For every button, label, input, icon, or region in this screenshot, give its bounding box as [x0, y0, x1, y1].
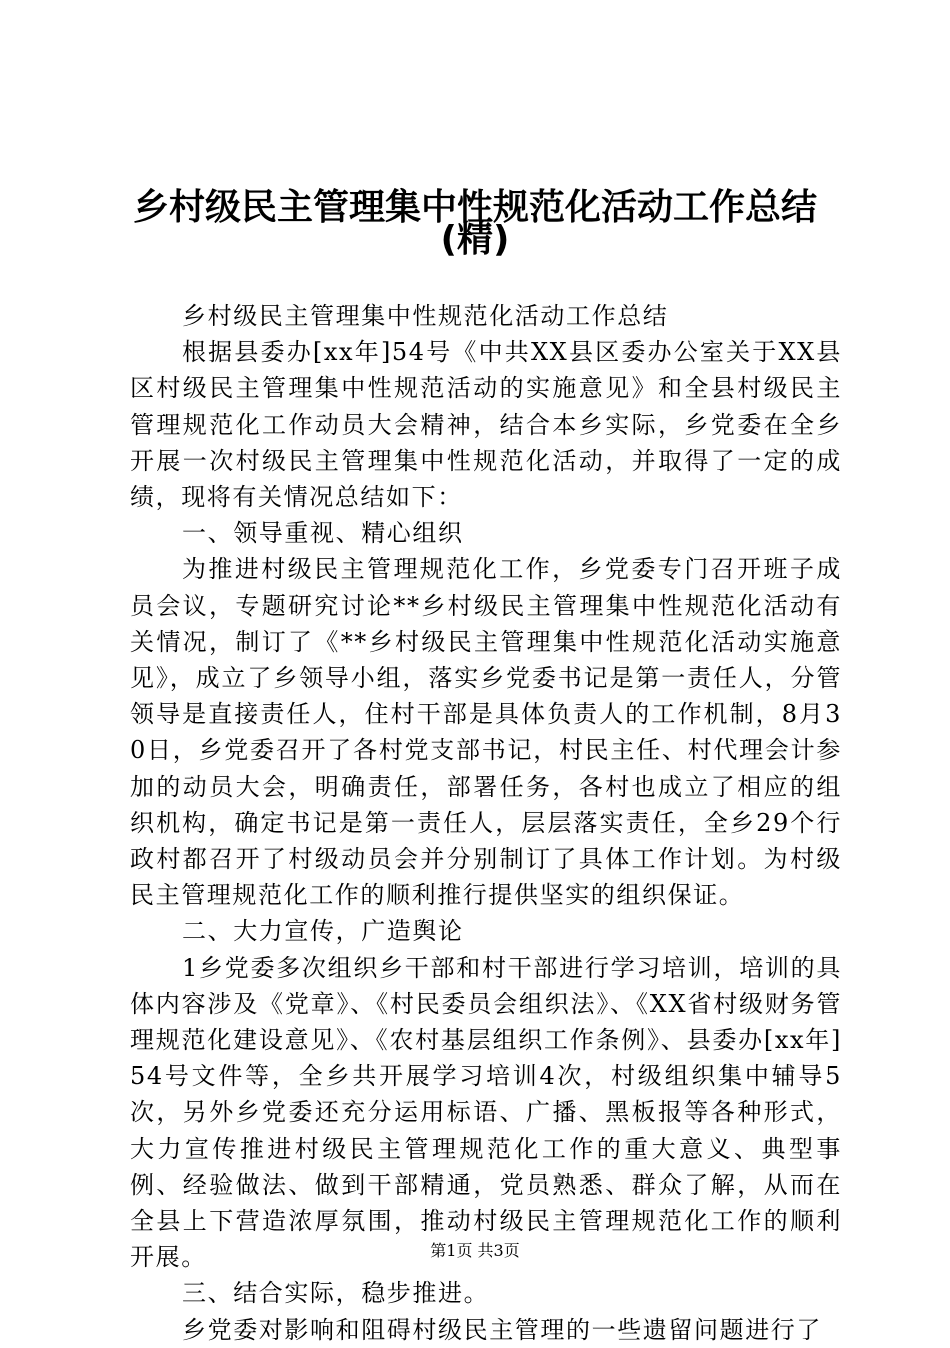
- section-heading-1: 一、领导重视、精心组织: [182, 519, 464, 548]
- page-footer: 第1页 共3页: [430, 1241, 520, 1260]
- section-heading-3: 三、结合实际，稳步推进。: [182, 1279, 490, 1308]
- paragraph-section-2: 1乡党委多次组织乡干部和村干部进行学习培训，培训的具体内容涉及《党章》、《村民委员会组织法》、《XX省村级财务管理规范化建设意见》、《农村基层组织工作条例》、县委办[xx年]54号文件等，全乡共开展学习培训4次，村级组织集中辅导5次，另外乡党委还充分运用标语、广播、黑板报等各种形式，大力宣传推进村级民主管理规范化工作的重大意义、典型事例、经验做法、做到干部精通，党员熟悉、群众了解，从而在全县上下营造浓厚氛围，推动村级民主管理规范化工作的顺利开展。: [130, 953, 842, 1272]
- paragraph-section-3: 乡党委对影响和阻碍村级民主管理的一些遗留问题进行了: [182, 1315, 822, 1344]
- paragraph-intro: 根据县委办[xx年]54号《中共XX县区委办公室关于XX县区村级民主管理集中性规范活动的实施意见》和全县村级民主管理规范化工作动员大会精神，结合本乡实际，乡党委在全乡开展一次村级民主管理集中性规范化活动，并取得了一定的成绩，现将有关情况总结如下：: [130, 338, 842, 512]
- section-heading-2: 二、大力宣传，广造舆论: [182, 917, 464, 946]
- paragraph-subtitle: 乡村级民主管理集中性规范化活动工作总结: [182, 302, 669, 330]
- document-title-line-2: (精): [440, 219, 510, 260]
- document-title-line-1: 乡村级民主管理集中性规范化活动工作总结: [132, 187, 817, 228]
- paragraph-section-1: 为推进村级民主管理规范化工作，乡党委专门召开班子成员会议，专题研究讨论**乡村级民主管理集中性规范化活动有关情况，制订了《**乡村级民主管理集中性规范化活动实施意见》，成立了乡领导小组，落实乡党委书记是第一责任人，分管领导是直接责任人，住村干部是具体负责人的工作机制，8月30日，乡党委召开了各村党支部书记，村民主任、村代理会计参加的动员大会，明确责任，部署任务，各村也成立了相应的组织机构，确定书记是第一责任人，层层落实责任，全乡29个行政村都召开了村级动员会并分别制订了具体工作计划。为村级民主管理规范化工作的顺利推行提供坚实的组织保证。: [130, 555, 842, 910]
- document-body: [130, 298, 842, 1348]
